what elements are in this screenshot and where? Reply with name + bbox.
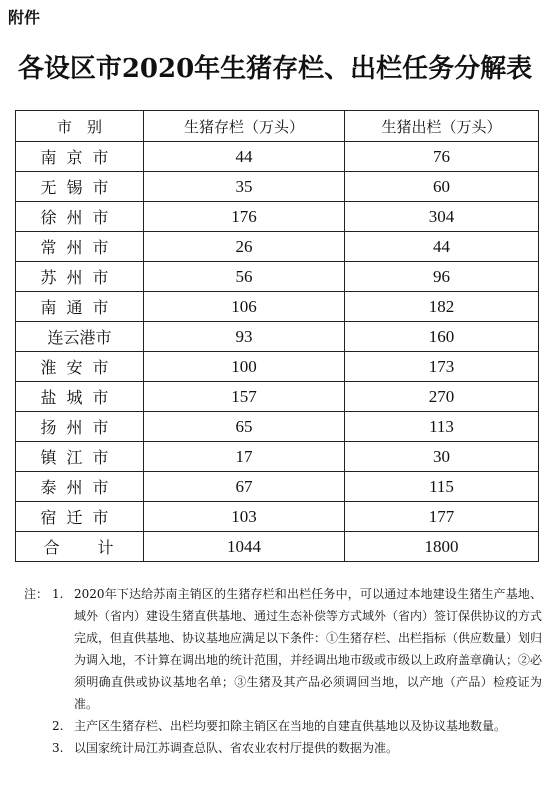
table-row [16, 202, 539, 232]
note-item [12, 715, 542, 737]
city-cell: 盐城市 [16, 382, 144, 412]
city-cell: 淮安市 [16, 352, 144, 382]
stock-cell: 103 [144, 502, 345, 532]
note-text: 2020年下达给苏南主销区的生猪存栏和出栏任务中，可以通过本地建设生猪生产基地、域外（省内）建设生猪直供基地、通过生态补偿等方式域外（省内）签订保供协议的方式完成，但直供基地、协议基地应满足以下条件：①生猪存栏、出栏指标（供应数量）划归为调入地，不计算在调出地的统计范围，并经调出地市级或市级以上政府盖章确认；②必须明确直供或协议基地名单；③生猪及其产品必须调回当地，以产地（产品）检疫证为准。 [74, 587, 543, 711]
city-cell: 南京市 [16, 142, 144, 172]
stock-cell: 17 [144, 442, 345, 472]
slaughter-cell: 96 [345, 262, 539, 292]
header-slaughter: 生猪出栏（万头） [345, 111, 539, 142]
table-row [16, 472, 539, 502]
city-cell: 无锡市 [16, 172, 144, 202]
city-cell: 宿迁市 [16, 502, 144, 532]
city-cell: 苏州市 [16, 262, 144, 292]
table-header-row [16, 111, 539, 142]
table-row [16, 292, 539, 322]
slaughter-cell: 76 [345, 142, 539, 172]
stock-cell: 106 [144, 292, 345, 322]
slaughter-cell: 173 [345, 352, 539, 382]
slaughter-cell: 270 [345, 382, 539, 412]
notes-prefix: 注： [23, 587, 48, 601]
slaughter-cell: 177 [345, 502, 539, 532]
city-cell: 常州市 [16, 232, 144, 262]
slaughter-cell: 115 [345, 472, 539, 502]
city-cell: 泰州市 [16, 472, 144, 502]
table-row [16, 352, 539, 382]
slaughter-cell: 160 [345, 322, 539, 352]
table-row [16, 322, 539, 352]
stock-cell: 67 [144, 472, 345, 502]
note-number: 2. [52, 719, 64, 733]
total-stock: 1044 [144, 532, 345, 562]
slaughter-cell: 44 [345, 232, 539, 262]
total-label: 合 计 [16, 532, 144, 562]
task-table [15, 110, 539, 562]
header-city: 市 别 [16, 111, 144, 142]
total-slaughter: 1800 [345, 532, 539, 562]
note-text: 以国家统计局江苏调查总队、省农业农村厅提供的数据为准。 [74, 741, 399, 755]
note-item [12, 583, 542, 715]
notes-section [12, 583, 542, 759]
table-row [16, 382, 539, 412]
stock-cell: 56 [144, 262, 345, 292]
slaughter-cell: 60 [345, 172, 539, 202]
stock-cell: 44 [144, 142, 345, 172]
stock-cell: 35 [144, 172, 345, 202]
city-cell: 南通市 [16, 292, 144, 322]
stock-cell: 176 [144, 202, 345, 232]
table-row [16, 262, 539, 292]
city-cell: 扬州市 [16, 412, 144, 442]
table-row [16, 172, 539, 202]
table-row [16, 442, 539, 472]
table-row [16, 412, 539, 442]
note-text: 主产区生猪存栏、出栏均要扣除主销区在当地的自建直供基地以及协议基地数量。 [74, 719, 507, 733]
table-row [16, 502, 539, 532]
note-item [12, 737, 542, 759]
city-cell: 连云港市 [16, 322, 144, 352]
table-row [16, 232, 539, 262]
total-row [16, 532, 539, 562]
slaughter-cell: 304 [345, 202, 539, 232]
slaughter-cell: 30 [345, 442, 539, 472]
note-number: 3. [52, 741, 64, 755]
slaughter-cell: 113 [345, 412, 539, 442]
stock-cell: 26 [144, 232, 345, 262]
note-number: 1. [52, 587, 64, 601]
stock-cell: 93 [144, 322, 345, 352]
table-row [16, 142, 539, 172]
stock-cell: 157 [144, 382, 345, 412]
stock-cell: 65 [144, 412, 345, 442]
city-cell: 镇江市 [16, 442, 144, 472]
header-stock: 生猪存栏（万头） [144, 111, 345, 142]
slaughter-cell: 182 [345, 292, 539, 322]
city-cell: 徐州市 [16, 202, 144, 232]
attachment-label: 附件 [8, 8, 41, 27]
page-title: 各设区市2020年生猪存栏、出栏任务分解表 [17, 54, 533, 84]
stock-cell: 100 [144, 352, 345, 382]
